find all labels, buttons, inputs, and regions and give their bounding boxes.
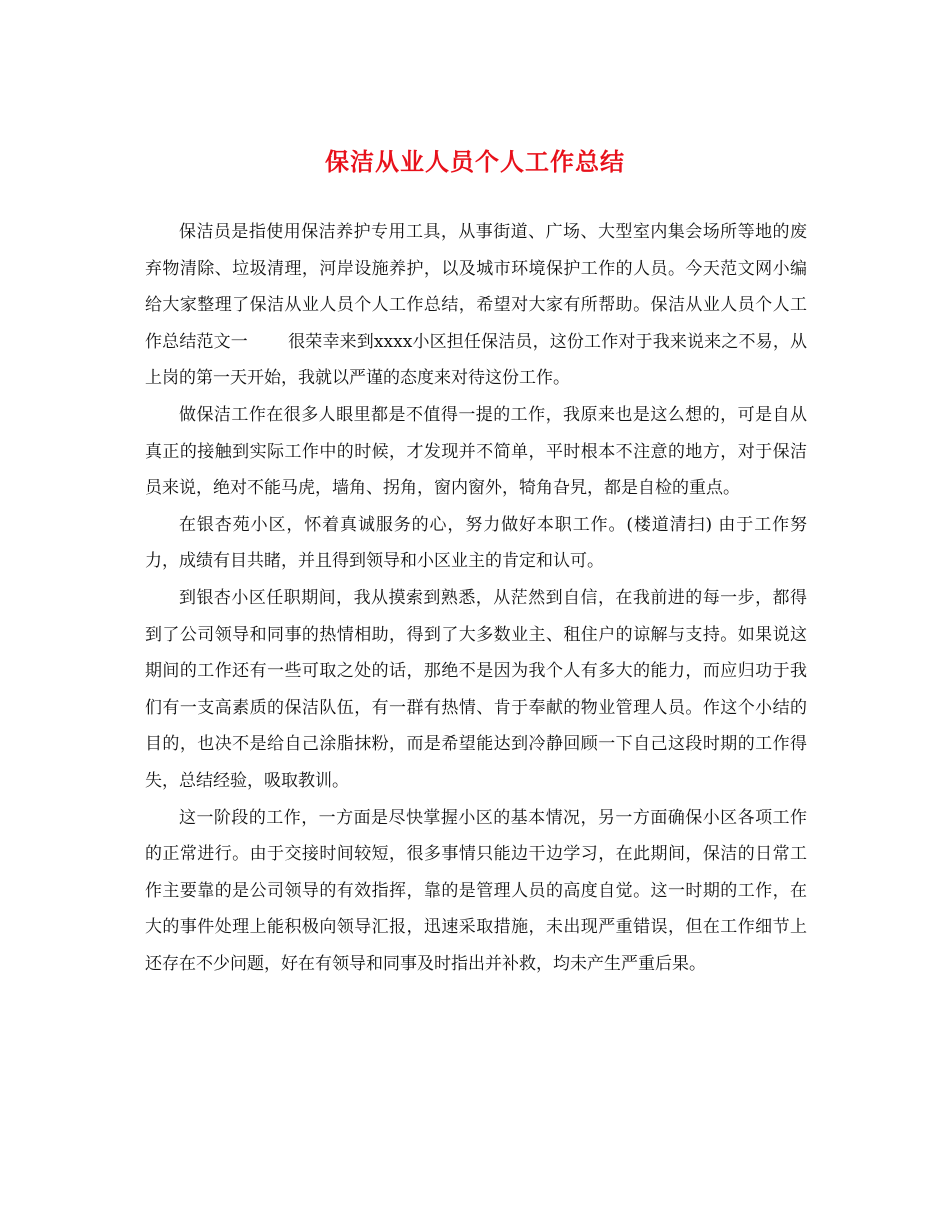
paragraph-5: 这一阶段的工作，一方面是尽快掌握小区的基本情况，另一方面确保小区各项工作的正常进行。由于交接时间较短，很多事情只能边干边学习，在此期间，保洁的日常工作主要靠的是公司领导的有效指挥，靠的是管理人员的高度自觉。这一时期的工作，在大的事件处理上能积极向领导汇报，迅速采取措施，未出现严重错误，但在工作细节上还存在不少问题，好在有领导和同事及时指出并补救，均未产生严重后果。: [145, 807, 807, 974]
paragraph-intro-part-1: 保洁员是指使用保洁养护专用工具，从事街道、广场、大型室内集会场所等地的废弃物清除、垃圾清理，河岸设施养护，以及城市环境保护工作的人员。今天范文网小编给大家整理了保洁从业人员个人工作总结，希望对大家有所帮助。保洁从业人员个人工作总结范文一: [145, 222, 807, 352]
paragraph-intro-part-2: 很荣幸来到xxxx小区担任保洁员，这份工作对于我来说来之不易，从上岗的第一天开始，我就以严谨的态度来对待这份工作。: [145, 331, 807, 389]
document-body: [145, 214, 807, 982]
paragraph-4: 到银杏小区任职期间，我从摸索到熟悉，从茫然到自信，在我前进的每一步，都得到了公司领导和同事的热情相助，得到了大多数业主、租住户的谅解与支持。如果说这期间的工作还有一些可取之处的话，那绝不是因为我个人有多大的能力，而应归功于我们有一支高素质的保洁队伍，有一群有热情、肯于奉献的物业管理人员。作这个小结的目的，也决不是给自己涂脂抹粉，而是希望能达到冷静回顾一下自己这段时期的工作得失，总结经验，吸取教训。: [145, 587, 807, 791]
paragraph-2: 做保洁工作在很多人眼里都是不值得一提的工作，我原来也是这么想的，可是自从真正的接触到实际工作中的时候，才发现并不简单，平时根本不注意的地方，对于保洁员来说，绝对不能马虎，墙角、拐角，窗内窗外，犄角旮旯，都是自检的重点。: [145, 404, 807, 499]
paragraph-intro: [145, 214, 807, 397]
document-title: 保洁从业人员个人工作总结: [325, 147, 625, 176]
paragraph-3: 在银杏苑小区，怀着真诚服务的心，努力做好本职工作。(楼道清扫) 由于工作努力，成绩有目共睹，并且得到领导和小区业主的肯定和认可。: [145, 514, 807, 572]
